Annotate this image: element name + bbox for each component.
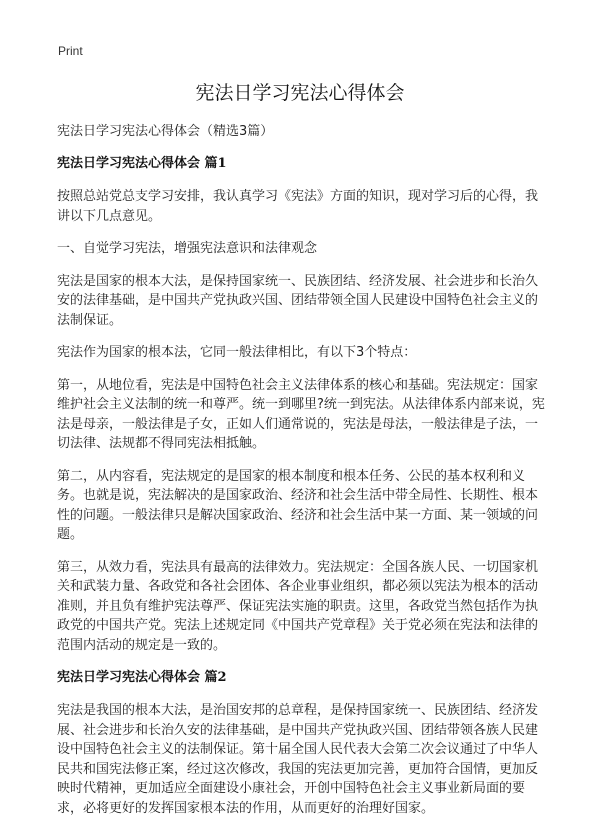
paragraph: 第三，从效力看，宪法具有最高的法律效力。宪法规定：全国各族人民、一切国家机关和武装力量、各政党和各社会团体、各企业事业组织，都必须以宪法为根本的活动准则，并且负有维护宪法尊严、保证宪法实施的职责。这里，各政党当然包括作为执政党的中国共产党。宪法上述规定同《中国共产党章程》关于党必须在宪法和法律的范围内活动的规定是一致的。	[57, 559, 539, 653]
paragraph: 宪法是我国的根本大法，是治国安邦的总章程，是保持国家统一、民族团结、经济发展、社会进步和长治久安的法律基础，是中国共产党执政兴国、团结带领各族人民建设中国特色社会主义的法制保证。第十届全国人民代表大会第二次会议通过了中华人民共和国宪法修正案，经过这次修改，我国的宪法更加完善，更加符合国情，更加反映时代精神，更加适应全面建设小康社会，开创中国特色社会主义事业新局面的要求，必将更好的发挥国家根本法的作用，从而更好的治理好国家。	[57, 703, 539, 816]
article-subtitle: 宪法日学习宪法心得体会（精选3篇）	[57, 124, 274, 139]
paragraph: 宪法作为国家的根本法，它同一般法律相比，有以下3个特点：	[57, 345, 417, 360]
page-title: 宪法日学习宪法心得体会	[195, 82, 405, 104]
paragraph: 一、自觉学习宪法，增强宪法意识和法律观念	[57, 241, 318, 256]
print-link[interactable]: Print	[58, 44, 83, 58]
paragraph: 按照总站党总支学习安排，我认真学习《宪法》方面的知识，现对学习后的心得，我讲以下几点意见。	[57, 189, 539, 224]
section-heading-2: 宪法日学习宪法心得体会 篇2	[57, 670, 227, 685]
section-heading-1: 宪法日学习宪法心得体会 篇1	[57, 156, 227, 171]
paragraph: 宪法是国家的根本大法，是保持国家统一、民族团结、经济发展、社会进步和长治久安的法律基础，是中国共产党执政兴国、团结带领全国人民建设中国特色社会主义的法制保证。	[57, 273, 539, 328]
paragraph: 第二，从内容看，宪法规定的是国家的根本制度和根本任务、公民的基本权利和义务。也就是说，宪法解决的是国家政治、经济和社会生活中带全局性、长期性、根本性的问题。一般法律只是解决国家政治、经济和社会生活中某一方面、某一领域的问题。	[57, 468, 539, 542]
article-body	[57, 122, 547, 831]
paragraph: 第一，从地位看，宪法是中国特色社会主义法律体系的核心和基础。宪法规定：国家维护社会主义法制的统一和尊严。统一到哪里?统一到宪法。从法律体系内部来说，宪法是母亲，一般法律是子女，正如人们通常说的，宪法是母法，一般法律是子法，一切法律、法规都不得同宪法相抵触。	[57, 377, 545, 451]
